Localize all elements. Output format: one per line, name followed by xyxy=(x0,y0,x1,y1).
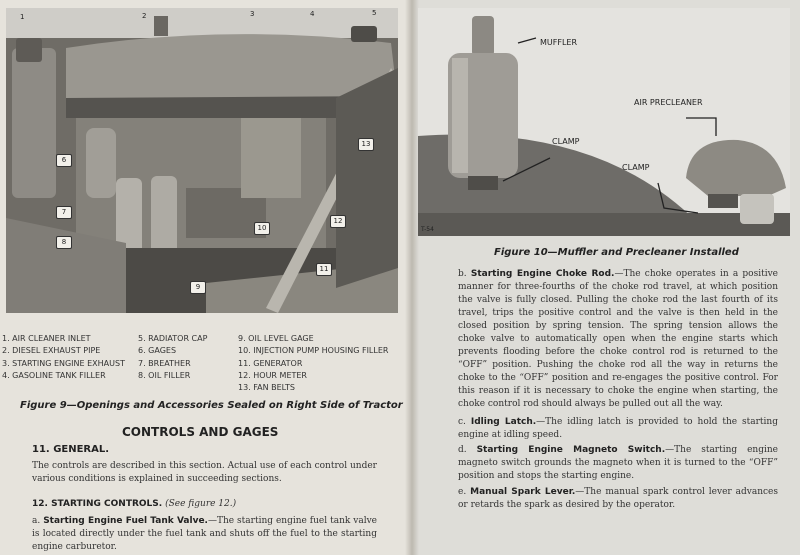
legend-item: 6. GAGES xyxy=(138,346,177,356)
paragraph-e-label: e. xyxy=(458,487,471,497)
callout-7: 7 xyxy=(56,206,72,219)
legend-item: 11. GENERATOR xyxy=(238,358,303,368)
legend-item: 4. GASOLINE TANK FILLER xyxy=(2,370,106,380)
callout-6: 6 xyxy=(56,154,72,167)
paragraph-c-text: —The idling latch is provided to hold the starting engine at idling speed. xyxy=(458,417,778,440)
paragraph-e-text: —The manual spark control lever advances or retards the spark as desired by the operator. xyxy=(458,487,778,510)
legend-item: 7. BREATHER xyxy=(138,358,191,368)
label-clamp-left: CLAMP xyxy=(552,137,580,146)
legend-item: 9. OIL LEVEL GAGE xyxy=(238,334,314,343)
paragraph-a xyxy=(32,515,377,554)
callout-12: 12 xyxy=(330,215,346,228)
paragraph-e xyxy=(458,486,778,512)
paragraph-b-title: Starting Engine Choke Rod. xyxy=(470,269,615,279)
callout-1: 1 xyxy=(20,13,25,21)
paragraph-c xyxy=(458,416,778,442)
callout-11: 11 xyxy=(316,263,332,276)
legend-item: 10. INJECTION PUMP HOUSING FILLER xyxy=(238,346,389,356)
starting-controls-heading xyxy=(32,498,377,511)
paragraph-a-title: Starting Engine Fuel Tank Valve. xyxy=(43,516,208,526)
legend-item: 5. RADIATOR CAP xyxy=(138,334,208,343)
legend-column-1 xyxy=(2,333,125,382)
legend-item: 1. AIR CLEANER INLET xyxy=(2,334,91,343)
callout-13: 13 xyxy=(358,138,374,151)
figure10-photo xyxy=(418,8,790,236)
legend-column-3 xyxy=(238,333,388,394)
legend-item: 13. FAN BELTS xyxy=(238,383,295,393)
paragraph-d-label: d. xyxy=(458,445,477,455)
legend-item: 3. STARTING ENGINE EXHAUST xyxy=(2,358,125,368)
photo-id-label: T-54 xyxy=(421,226,434,233)
legend-column-2 xyxy=(138,333,207,382)
callout-5: 5 xyxy=(372,9,377,17)
paragraph-d-title: Starting Engine Magneto Switch. xyxy=(476,445,666,455)
starting-figure-ref: (See figure 12.) xyxy=(165,499,237,509)
label-air-precleaner: AIR PRECLEANER xyxy=(634,98,703,107)
paragraph-a-text: —The starting engine fuel tank valve is located directly under the fuel tank and shuts off the fuel to the starting engine carburetor. xyxy=(32,516,378,552)
general-heading: 11. GENERAL. xyxy=(32,444,110,455)
callout-9: 9 xyxy=(190,281,206,294)
muffler-precleaner-illustration xyxy=(418,8,790,236)
book-gutter xyxy=(405,0,419,555)
figure9-caption: Figure 9—Openings and Accessories Sealed on Right Side of Tractor xyxy=(20,400,403,411)
paragraph-c-title: Idling Latch. xyxy=(470,417,537,427)
paragraph-d xyxy=(458,444,778,483)
paragraph-b-label: b. xyxy=(458,269,471,279)
starting-heading: 12. STARTING CONTROLS. xyxy=(32,499,163,509)
figure10-caption: Figure 10—Muffler and Precleaner Installed xyxy=(494,247,739,258)
label-muffler: MUFFLER xyxy=(540,38,578,47)
paragraph-b xyxy=(458,268,778,411)
legend-item: 2. DIESEL EXHAUST PIPE xyxy=(2,346,101,356)
paragraph-e-title: Manual Spark Lever. xyxy=(470,487,576,497)
callout-4: 4 xyxy=(310,10,315,18)
paragraph-b-text: —The choke operates in a positive manner for three-fourths of the choke rod travel, at which position the valve is fully closed. Pulling the choke rod the last fourth of its travel, trips the positive control and the valve is then held in the closed position by spring tension. The spring tension allows the choke valve to automatically open when the engine starts which prevents flooding before the choke control rod is returned to the “OFF” position. Pushing the choke rod all the way in returns the choke to the “OFF” position and re-engages the positive control. For this reason if it is necessary to choke the engine when starting, the choke control rod should always be pulled out all the way. xyxy=(458,269,779,409)
section-title: CONTROLS AND GAGES xyxy=(122,425,279,439)
paragraph-d-text: —The starting engine magneto switch grounds the magneto when it is turned to the “OFF” position and stops the starting engine. xyxy=(458,445,778,481)
callout-8: 8 xyxy=(56,236,72,249)
legend-item: 8. OIL FILLER xyxy=(138,370,191,380)
paragraph-a-label: a. xyxy=(32,516,44,526)
callout-2: 2 xyxy=(142,12,147,20)
label-clamp-right: CLAMP xyxy=(622,163,650,172)
callout-3: 3 xyxy=(250,10,255,18)
legend-item: 12. HOUR METER xyxy=(238,370,307,380)
callout-10: 10 xyxy=(254,222,270,235)
general-paragraph: The controls are described in this section. Actual use of each control under various conditions is explained in succeeding sections. xyxy=(32,461,377,484)
paragraph-c-label: c. xyxy=(458,417,471,427)
